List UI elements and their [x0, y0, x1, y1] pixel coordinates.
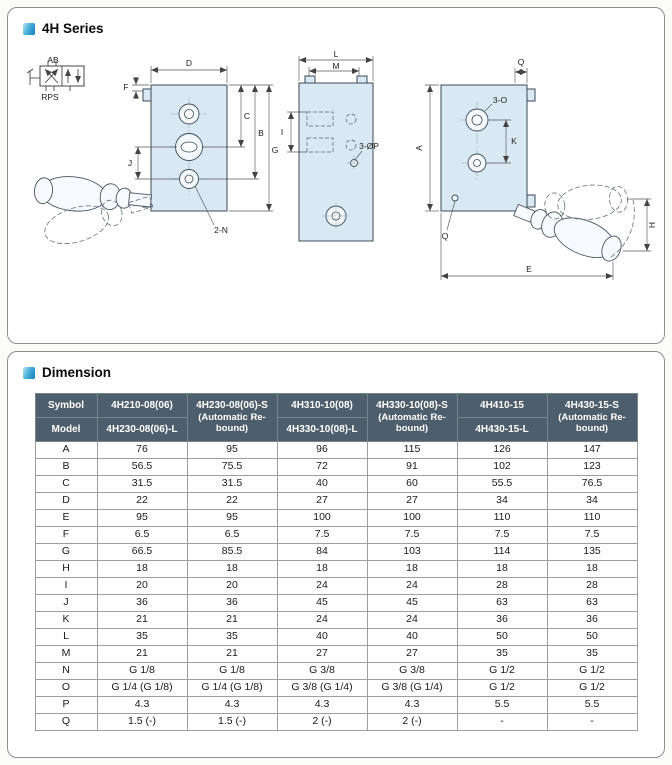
dim-value: 18 [457, 561, 547, 578]
dim-symbol: A [35, 442, 97, 459]
dim-label-b: B [258, 128, 264, 138]
table-row [35, 646, 637, 663]
dim-symbol: G [35, 544, 97, 561]
section-bullet-icon [23, 23, 35, 35]
dim-a [414, 85, 439, 211]
model-name: 4H430-15-L [475, 423, 529, 435]
dim-value: 5.5 [457, 697, 547, 714]
dim-value: 18 [187, 561, 277, 578]
header-model-col-4 [367, 394, 457, 442]
dim-value: G 1/2 [457, 680, 547, 697]
dim-value: 18 [97, 561, 187, 578]
dim-value: 4.3 [187, 697, 277, 714]
table-row [35, 544, 637, 561]
dimension-header [8, 352, 664, 380]
dim-value: 35 [187, 629, 277, 646]
dim-value: 40 [277, 629, 367, 646]
dim-value: 50 [457, 629, 547, 646]
dim-value: 110 [547, 510, 637, 527]
model-header: Model [51, 423, 81, 435]
dim-value: 7.5 [457, 527, 547, 544]
dim-value: 27 [277, 646, 367, 663]
dim-value: 91 [367, 459, 457, 476]
dim-value: G 1/4 (G 1/8) [97, 680, 187, 697]
dim-value: 24 [367, 578, 457, 595]
dim-value: - [457, 714, 547, 731]
dim-label-a: A [414, 145, 424, 151]
header-model-col-1 [97, 394, 187, 442]
dim-value: 6.5 [97, 527, 187, 544]
dim-symbol: J [35, 595, 97, 612]
dim-value: G 1/4 (G 1/8) [187, 680, 277, 697]
model-name: 4H210-08(06) [98, 395, 187, 418]
dim-value: 56.5 [97, 459, 187, 476]
header-model-col-5 [457, 394, 547, 442]
dim-label-l: L [333, 50, 339, 59]
dim-value: 34 [457, 493, 547, 510]
model-name: 4H230-08(06)-L [106, 423, 178, 435]
dim-symbol: C [35, 476, 97, 493]
dim-value: 96 [277, 442, 367, 459]
dim-value: 95 [187, 510, 277, 527]
dim-value: 95 [187, 442, 277, 459]
dim-value: 24 [277, 612, 367, 629]
table-row [35, 510, 637, 527]
front-view [33, 58, 279, 251]
dim-value: 4.3 [97, 697, 187, 714]
dim-symbol: P [35, 697, 97, 714]
schematic-port-labels-top: AB [47, 55, 59, 65]
dim-value: 36 [457, 612, 547, 629]
dim-label-f: F [123, 82, 129, 92]
dim-g [229, 85, 278, 211]
series-title: 4H Series [42, 21, 104, 36]
dim-value: G 3/8 (G 1/4) [277, 680, 367, 697]
dim-value: 36 [547, 612, 637, 629]
dim-value: - [547, 714, 637, 731]
dim-value: 22 [97, 493, 187, 510]
dim-value: 36 [187, 595, 277, 612]
dim-value: 126 [457, 442, 547, 459]
header-symbol-model [35, 394, 97, 442]
dim-value: 135 [547, 544, 637, 561]
model-note: (Automatic Re-bound) [558, 412, 626, 435]
dim-value: 85.5 [187, 544, 277, 561]
model-note: (Automatic Re-bound) [378, 412, 446, 435]
table-row [35, 527, 637, 544]
dim-value: 115 [367, 442, 457, 459]
dim-value: 21 [97, 612, 187, 629]
model-name: 4H410-15 [458, 395, 547, 418]
callout-label-2n: 2-N [214, 225, 228, 235]
dim-value: 6.5 [187, 527, 277, 544]
side-view [281, 50, 379, 241]
dim-value: 110 [457, 510, 547, 527]
table-row [35, 459, 637, 476]
dim-symbol: E [35, 510, 97, 527]
dim-value: 5.5 [547, 697, 637, 714]
dim-value: 103 [367, 544, 457, 561]
series-header [8, 8, 664, 36]
dim-value: 95 [97, 510, 187, 527]
dim-symbol: N [35, 663, 97, 680]
dim-h [623, 199, 657, 251]
dim-label-i: I [280, 127, 284, 137]
header-model-col-2 [187, 394, 277, 442]
table-row [35, 561, 637, 578]
dim-m [309, 61, 359, 76]
rear-view [414, 57, 657, 280]
table-row [35, 714, 637, 731]
table-row [35, 578, 637, 595]
dim-value: 35 [547, 646, 637, 663]
dim-symbol: L [35, 629, 97, 646]
dim-symbol: I [35, 578, 97, 595]
dim-symbol: D [35, 493, 97, 510]
dim-value: 2 (-) [367, 714, 457, 731]
technical-drawing [11, 50, 661, 300]
dim-value: 31.5 [187, 476, 277, 493]
valve-schematic [27, 55, 84, 102]
dim-value: 100 [367, 510, 457, 527]
dim-symbol: Q [35, 714, 97, 731]
dim-value: 63 [547, 595, 637, 612]
table-row [35, 595, 637, 612]
dim-symbol: F [35, 527, 97, 544]
model-name: 4H310-10(08) [278, 395, 367, 418]
dim-value: G 1/2 [547, 680, 637, 697]
table-row [35, 663, 637, 680]
model-name: 4H430-15-S [565, 400, 619, 412]
dim-value: 27 [367, 646, 457, 663]
dim-symbol: K [35, 612, 97, 629]
dim-value: 4.3 [367, 697, 457, 714]
table-row [35, 493, 637, 510]
dim-value: 50 [547, 629, 637, 646]
dim-label-g: G [271, 145, 279, 155]
dim-value: G 1/2 [547, 663, 637, 680]
dim-value: 7.5 [547, 527, 637, 544]
dim-value: 18 [547, 561, 637, 578]
dim-value: 21 [97, 646, 187, 663]
dim-value: 123 [547, 459, 637, 476]
dim-value: 114 [457, 544, 547, 561]
dim-value: 35 [97, 629, 187, 646]
dim-label-d: D [185, 58, 193, 68]
header-model-col-3 [277, 394, 367, 442]
dim-value: 27 [277, 493, 367, 510]
dim-label-j: J [127, 158, 133, 168]
dim-value: 84 [277, 544, 367, 561]
dim-value: 63 [457, 595, 547, 612]
lever-handle-front [33, 173, 153, 219]
dim-value: G 1/8 [187, 663, 277, 680]
dimension-title: Dimension [42, 365, 112, 380]
table-row [35, 697, 637, 714]
dim-value: 18 [277, 561, 367, 578]
callout-label-3p: 3-ØP [359, 141, 379, 151]
dim-value: G 3/8 (G 1/4) [367, 680, 457, 697]
dim-value: 55.5 [457, 476, 547, 493]
dim-value: 20 [97, 578, 187, 595]
dim-value: G 1/8 [97, 663, 187, 680]
dim-value: 40 [277, 476, 367, 493]
dim-value: G 3/8 [277, 663, 367, 680]
dim-value: 18 [367, 561, 457, 578]
dim-label-q-bottom: Q [441, 231, 449, 241]
dim-value: 2 (-) [277, 714, 367, 731]
dim-value: 7.5 [277, 527, 367, 544]
dim-label-c: C [243, 111, 251, 121]
model-note: (Automatic Re-bound) [198, 412, 266, 435]
dim-value: 75.5 [187, 459, 277, 476]
schematic-port-labels-bottom: RPS [41, 92, 59, 102]
dim-value: 35 [457, 646, 547, 663]
dim-value: 45 [367, 595, 457, 612]
dim-value: 147 [547, 442, 637, 459]
dim-label-h: H [647, 221, 657, 229]
table-row [35, 612, 637, 629]
dim-value: 20 [187, 578, 277, 595]
dim-value: 21 [187, 646, 277, 663]
callout-label-3o: 3-O [492, 95, 508, 105]
dim-value: 21 [187, 612, 277, 629]
dim-value: G 1/2 [457, 663, 547, 680]
dim-value: 24 [277, 578, 367, 595]
table-header-row [35, 394, 637, 442]
dim-value: 31.5 [97, 476, 187, 493]
dimension-table [35, 393, 638, 731]
dim-value: 34 [547, 493, 637, 510]
header-model-col-6 [547, 394, 637, 442]
symbol-header: Symbol [36, 395, 97, 418]
dim-symbol: H [35, 561, 97, 578]
dim-label-m: M [332, 61, 340, 71]
dim-value: 72 [277, 459, 367, 476]
dim-value: 22 [187, 493, 277, 510]
table-row [35, 476, 637, 493]
dim-label-e: E [526, 264, 532, 274]
dim-value: 28 [547, 578, 637, 595]
dim-d [151, 58, 227, 83]
model-name: 4H230-08(06)-S [196, 400, 268, 412]
dim-value: 76 [97, 442, 187, 459]
dim-value: 1.5 (-) [187, 714, 277, 731]
dim-value: 60 [367, 476, 457, 493]
dim-value: 36 [97, 595, 187, 612]
dim-value: 28 [457, 578, 547, 595]
dim-value: 45 [277, 595, 367, 612]
model-name: 4H330-10(08)-S [376, 400, 448, 412]
dim-value: 100 [277, 510, 367, 527]
dim-value: G 3/8 [367, 663, 457, 680]
dim-value: 1.5 (-) [97, 714, 187, 731]
dim-symbol: B [35, 459, 97, 476]
dimension-panel [7, 351, 665, 758]
dim-value: 4.3 [277, 697, 367, 714]
dim-q-top [515, 57, 527, 83]
series-panel [7, 7, 665, 344]
dim-value: 66.5 [97, 544, 187, 561]
dim-value: 27 [367, 493, 457, 510]
dim-value: 7.5 [367, 527, 457, 544]
dim-symbol: O [35, 680, 97, 697]
dim-symbol: M [35, 646, 97, 663]
table-row [35, 629, 637, 646]
table-row [35, 680, 637, 697]
dim-value: 40 [367, 629, 457, 646]
table-row [35, 442, 637, 459]
dim-value: 24 [367, 612, 457, 629]
section-bullet-icon [23, 367, 35, 379]
dim-label-k: K [511, 136, 517, 146]
dim-label-q-top: Q [517, 57, 525, 67]
dim-value: 76.5 [547, 476, 637, 493]
dim-value: 102 [457, 459, 547, 476]
model-name: 4H330-10(08)-L [286, 423, 358, 435]
